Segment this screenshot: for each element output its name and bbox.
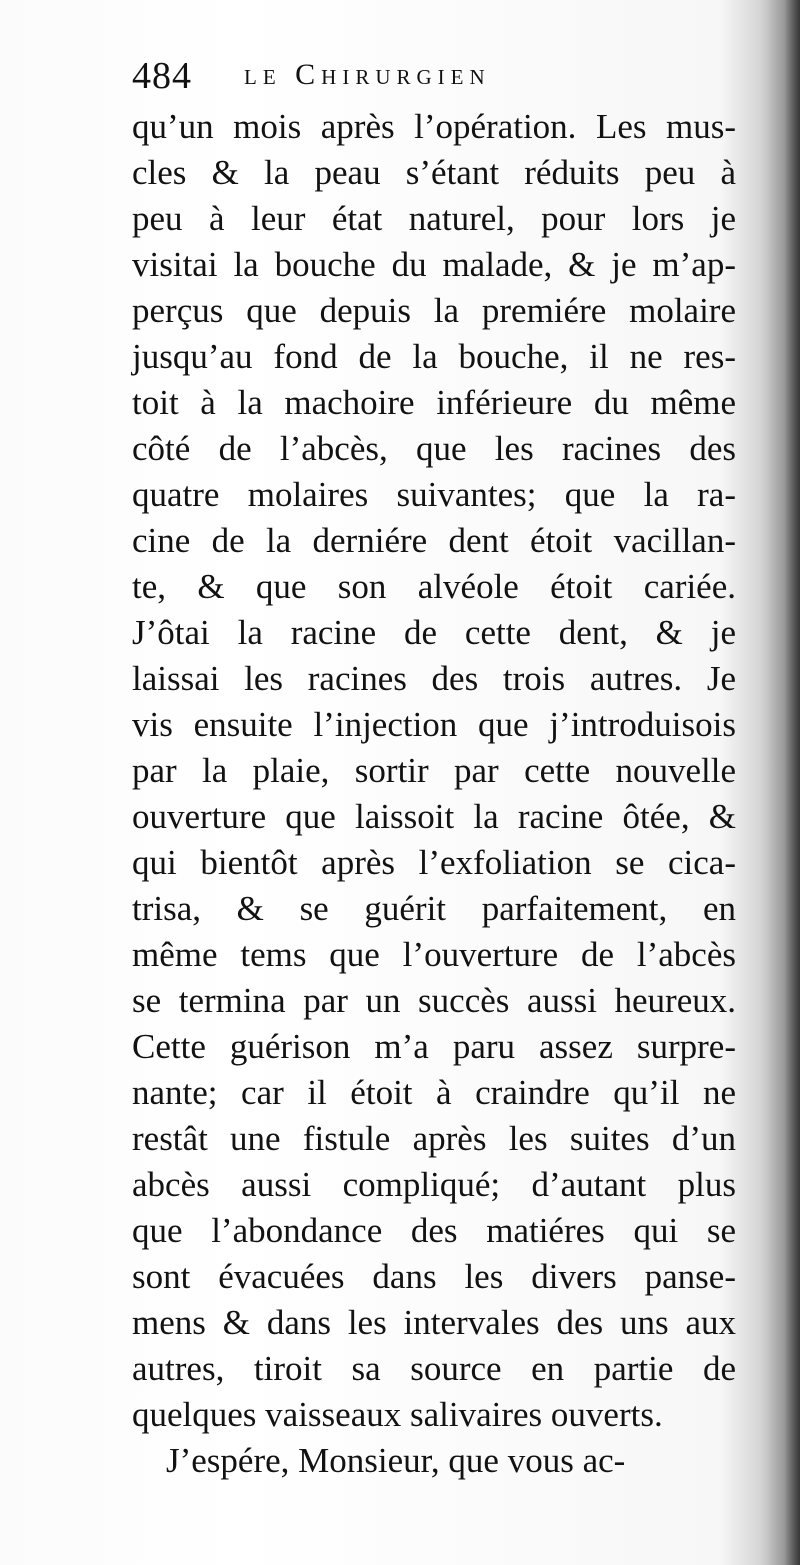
text-line: se termina par un succès aussi heureux. — [132, 981, 736, 1020]
text-line: mens & dans les intervales des uns aux — [132, 1303, 736, 1342]
text-line: toit à la machoire inférieure du même — [132, 383, 736, 422]
page-header — [132, 52, 732, 100]
text-line: quatre molaires suivantes; que la ra- — [132, 475, 736, 514]
text-line: trisa, & se guérit parfaitement, en — [132, 889, 736, 928]
text-line: sont évacuées dans les divers panse- — [132, 1257, 736, 1296]
text-line: qui bientôt après l’exfoliation se cica- — [132, 843, 736, 882]
text-line: qu’un mois après l’opération. Les mus- — [132, 107, 736, 146]
page-gutter-shadow — [760, 0, 800, 1565]
text-line: nante; car il étoit à craindre qu’il ne — [132, 1073, 736, 1112]
text-line: peu à leur état naturel, pour lors je — [132, 199, 736, 238]
text-line: J’ôtai la racine de cette dent, & je — [132, 613, 736, 652]
text-line: même tems que l’ouverture de l’abcès — [132, 935, 736, 974]
text-line: autres, tiroit sa source en partie de — [132, 1349, 736, 1388]
running-head: le Chirurgien — [244, 58, 491, 91]
page-number: 484 — [132, 55, 192, 97]
text-line: que l’abondance des matiéres qui se — [132, 1211, 736, 1250]
text-line: jusqu’au fond de la bouche, il ne res- — [132, 337, 736, 376]
text-line: vis ensuite l’injection que j’introduisois — [132, 705, 736, 744]
text-line: te, & que son alvéole étoit cariée. — [132, 567, 736, 606]
text-line: quelques vaisseaux salivaires ouverts. — [132, 1395, 663, 1434]
text-line: abcès aussi compliqué; d’autant plus — [132, 1165, 736, 1204]
text-line: perçus que depuis la premiére molaire — [132, 291, 736, 330]
text-line: restât une fistule après les suites d’un — [132, 1119, 736, 1158]
text-line: côté de l’abcès, que les racines des — [132, 429, 736, 468]
text-line: J’espére, Monsieur, que vous ac- — [166, 1441, 626, 1480]
text-line: laissai les racines des trois autres. Je — [132, 659, 736, 698]
body-text — [132, 104, 736, 1484]
text-line: par la plaie, sortir par cette nouvelle — [132, 751, 736, 790]
text-line: Cette guérison m’a paru assez surpre- — [132, 1027, 736, 1066]
text-line: cine de la derniére dent étoit vacillan- — [132, 521, 736, 560]
text-line: cles & la peau s’étant réduits peu à — [132, 153, 736, 192]
text-line: visitai la bouche du malade, & je m’ap- — [132, 245, 736, 284]
text-line: ouverture que laissoit la racine ôtée, & — [132, 797, 736, 836]
